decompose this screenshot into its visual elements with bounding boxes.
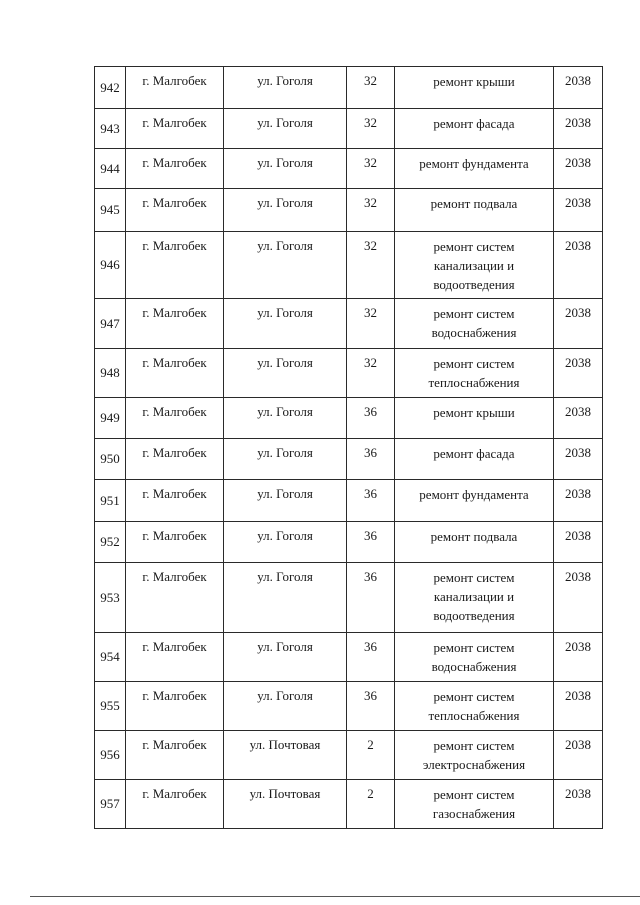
- street-cell: ул. Гоголя: [224, 480, 347, 522]
- street-cell: ул. Почтовая: [224, 731, 347, 780]
- house-number-cell: 36: [347, 439, 395, 480]
- city-cell: г. Малгобек: [126, 398, 224, 439]
- row-number: 950: [95, 439, 126, 480]
- year-cell: 2038: [554, 633, 603, 682]
- row-number: 952: [95, 522, 126, 563]
- work-type-line: водоснабжения: [431, 325, 517, 340]
- street-cell: ул. Гоголя: [224, 349, 347, 398]
- work-type-line: ремонт систем: [433, 787, 515, 802]
- work-type-line: водоснабжения: [431, 659, 517, 674]
- row-number: 957: [95, 780, 126, 829]
- work-type-cell: [395, 299, 554, 349]
- work-type-line: теплоснабжения: [428, 375, 520, 390]
- house-number-cell: 32: [347, 299, 395, 349]
- works-table: [94, 66, 603, 829]
- city-cell: г. Малгобек: [126, 232, 224, 299]
- street-cell: ул. Гоголя: [224, 682, 347, 731]
- work-type-cell: ремонт фасада: [395, 439, 554, 480]
- year-cell: 2038: [554, 299, 603, 349]
- house-number-cell: 2: [347, 731, 395, 780]
- table-row: [95, 109, 603, 149]
- row-number: 951: [95, 480, 126, 522]
- work-type-cell: ремонт фундамента: [395, 149, 554, 189]
- work-type-cell: [395, 349, 554, 398]
- city-cell: г. Малгобек: [126, 67, 224, 109]
- work-type-cell: [395, 563, 554, 633]
- row-number: 942: [95, 67, 126, 109]
- table-row: [95, 398, 603, 439]
- table-row: [95, 780, 603, 829]
- year-cell: 2038: [554, 563, 603, 633]
- row-number: 948: [95, 349, 126, 398]
- table-row: [95, 633, 603, 682]
- year-cell: 2038: [554, 109, 603, 149]
- table-row: [95, 299, 603, 349]
- table-row: [95, 349, 603, 398]
- year-cell: 2038: [554, 522, 603, 563]
- table-row: [95, 67, 603, 109]
- work-type-line: канализации и: [433, 589, 515, 604]
- work-type-cell: ремонт подвала: [395, 189, 554, 232]
- year-cell: 2038: [554, 67, 603, 109]
- work-type-cell: ремонт фасада: [395, 109, 554, 149]
- work-type-line: ремонт систем: [433, 570, 515, 585]
- year-cell: 2038: [554, 349, 603, 398]
- work-type-cell: ремонт крыши: [395, 398, 554, 439]
- street-cell: ул. Гоголя: [224, 299, 347, 349]
- street-cell: ул. Гоголя: [224, 439, 347, 480]
- year-cell: 2038: [554, 189, 603, 232]
- street-cell: ул. Гоголя: [224, 67, 347, 109]
- city-cell: г. Малгобек: [126, 439, 224, 480]
- work-type-line: ремонт систем: [433, 738, 515, 753]
- year-cell: 2038: [554, 232, 603, 299]
- table-row: [95, 563, 603, 633]
- table-row: [95, 232, 603, 299]
- work-type-cell: [395, 780, 554, 829]
- work-type-line: ремонт систем: [433, 239, 515, 254]
- row-number: 943: [95, 109, 126, 149]
- year-cell: 2038: [554, 398, 603, 439]
- row-number: 944: [95, 149, 126, 189]
- street-cell: ул. Гоголя: [224, 149, 347, 189]
- city-cell: г. Малгобек: [126, 563, 224, 633]
- house-number-cell: 2: [347, 780, 395, 829]
- row-number: 954: [95, 633, 126, 682]
- house-number-cell: 32: [347, 189, 395, 232]
- year-cell: 2038: [554, 439, 603, 480]
- house-number-cell: 36: [347, 682, 395, 731]
- city-cell: г. Малгобек: [126, 149, 224, 189]
- house-number-cell: 32: [347, 232, 395, 299]
- house-number-cell: 36: [347, 633, 395, 682]
- street-cell: ул. Гоголя: [224, 109, 347, 149]
- work-type-line: водоотведения: [433, 608, 515, 623]
- house-number-cell: 36: [347, 563, 395, 633]
- city-cell: г. Малгобек: [126, 299, 224, 349]
- house-number-cell: 32: [347, 349, 395, 398]
- table-row: [95, 522, 603, 563]
- work-type-line: ремонт систем: [433, 640, 515, 655]
- work-type-line: электроснабжения: [422, 757, 526, 772]
- city-cell: г. Малгобек: [126, 189, 224, 232]
- street-cell: ул. Гоголя: [224, 232, 347, 299]
- row-number: 947: [95, 299, 126, 349]
- work-type-line: ремонт систем: [433, 306, 515, 321]
- table-row: [95, 439, 603, 480]
- year-cell: 2038: [554, 149, 603, 189]
- street-cell: ул. Гоголя: [224, 189, 347, 232]
- work-type-line: канализации и: [433, 258, 515, 273]
- work-type-line: ремонт систем: [433, 356, 515, 371]
- street-cell: ул. Гоголя: [224, 563, 347, 633]
- house-number-cell: 32: [347, 149, 395, 189]
- work-type-cell: [395, 731, 554, 780]
- row-number: 956: [95, 731, 126, 780]
- table-row: [95, 189, 603, 232]
- work-type-line: газоснабжения: [432, 806, 516, 821]
- row-number: 955: [95, 682, 126, 731]
- city-cell: г. Малгобек: [126, 109, 224, 149]
- work-type-cell: ремонт подвала: [395, 522, 554, 563]
- street-cell: ул. Почтовая: [224, 780, 347, 829]
- work-type-line: теплоснабжения: [428, 708, 520, 723]
- house-number-cell: 36: [347, 398, 395, 439]
- house-number-cell: 36: [347, 480, 395, 522]
- work-type-cell: ремонт крыши: [395, 67, 554, 109]
- city-cell: г. Малгобек: [126, 349, 224, 398]
- city-cell: г. Малгобек: [126, 731, 224, 780]
- city-cell: г. Малгобек: [126, 480, 224, 522]
- city-cell: г. Малгобек: [126, 780, 224, 829]
- house-number-cell: 36: [347, 522, 395, 563]
- street-cell: ул. Гоголя: [224, 398, 347, 439]
- table-row: [95, 480, 603, 522]
- city-cell: г. Малгобек: [126, 682, 224, 731]
- city-cell: г. Малгобек: [126, 522, 224, 563]
- year-cell: 2038: [554, 480, 603, 522]
- city-cell: г. Малгобек: [126, 633, 224, 682]
- table-body: [95, 67, 603, 829]
- house-number-cell: 32: [347, 109, 395, 149]
- work-type-cell: [395, 633, 554, 682]
- row-number: 953: [95, 563, 126, 633]
- row-number: 949: [95, 398, 126, 439]
- work-type-cell: [395, 682, 554, 731]
- street-cell: ул. Гоголя: [224, 522, 347, 563]
- year-cell: 2038: [554, 682, 603, 731]
- house-number-cell: 32: [347, 67, 395, 109]
- work-type-line: ремонт систем: [433, 689, 515, 704]
- year-cell: 2038: [554, 780, 603, 829]
- work-type-cell: ремонт фундамента: [395, 480, 554, 522]
- work-type-cell: [395, 232, 554, 299]
- table-row: [95, 149, 603, 189]
- row-number: 946: [95, 232, 126, 299]
- street-cell: ул. Гоголя: [224, 633, 347, 682]
- table-row: [95, 731, 603, 780]
- table-row: [95, 682, 603, 731]
- row-number: 945: [95, 189, 126, 232]
- work-type-line: водоотведения: [433, 277, 515, 292]
- page-bottom-rule: [30, 896, 640, 897]
- year-cell: 2038: [554, 731, 603, 780]
